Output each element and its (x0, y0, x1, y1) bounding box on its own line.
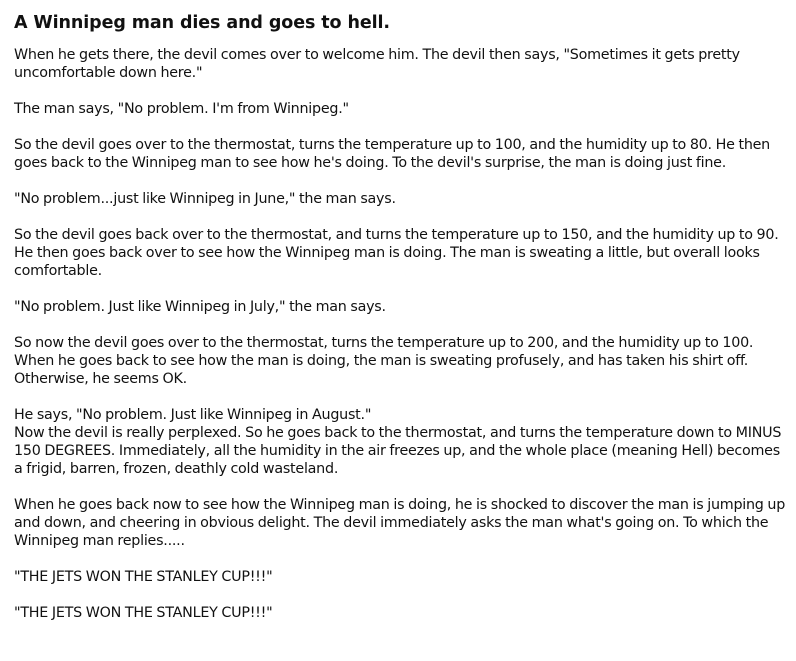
joke-document (14, 12, 786, 640)
paragraph-thermostat-100: So the devil goes over to the thermostat, turns the temperature up to 100, and the humidity up to 80. He then goes back to the Winnipeg man to see how he's doing. To the devil's surprise, the man is doing just fine. (14, 137, 770, 171)
paragraph-thermostat-200: So now the devil goes over to the thermostat, turns the temperature up to 200, and the humidity up to 100. When he goes back to see how the man is doing, the man is sweating profusely, and has taken his shirt off. Otherwise, he seems OK. (14, 335, 754, 387)
paragraph-july-reply: "No problem. Just like Winnipeg in July," the man says. (14, 299, 386, 315)
paragraph-minus-150: Now the devil is really perplexed. So he goes back to the thermostat, and turns the temperature down to MINUS 150 DEGREES. Immediately, all the humidity in the air freezes up, and the whole place (meaning Hell) becomes a frigid, barren, frozen, deathly cold wasteland. (14, 425, 782, 477)
joke-title: A Winnipeg man dies and goes to hell. (14, 13, 390, 33)
paragraph-man-cheering: When he goes back now to see how the Winnipeg man is doing, he is shocked to discover the man is jumping up and down, and cheering in obvious delight. The devil immediately asks the man what's going on. To which the Winnipeg man replies..... (14, 497, 786, 549)
paragraph-june-reply: "No problem...just like Winnipeg in June," the man says. (14, 191, 396, 207)
paragraph-august-reply: He says, "No problem. Just like Winnipeg in August." (14, 407, 372, 423)
paragraph-thermostat-150: So the devil goes back over to the thermostat, and turns the temperature up to 150, and the humidity up to 90. He then goes back over to see how the Winnipeg man is doing. The man is sweating a little, but overall looks comfortable. (14, 227, 779, 279)
punchline-1: "THE JETS WON THE STANLEY CUP!!!" (14, 569, 273, 585)
paragraph-arrival: When he gets there, the devil comes over to welcome him. The devil then says, "Sometimes it gets pretty uncomfortable down here." (14, 47, 740, 81)
punchline-2: "THE JETS WON THE STANLEY CUP!!!" (14, 605, 273, 621)
paragraph-man-reply-1: The man says, "No problem. I'm from Winnipeg." (14, 101, 349, 117)
